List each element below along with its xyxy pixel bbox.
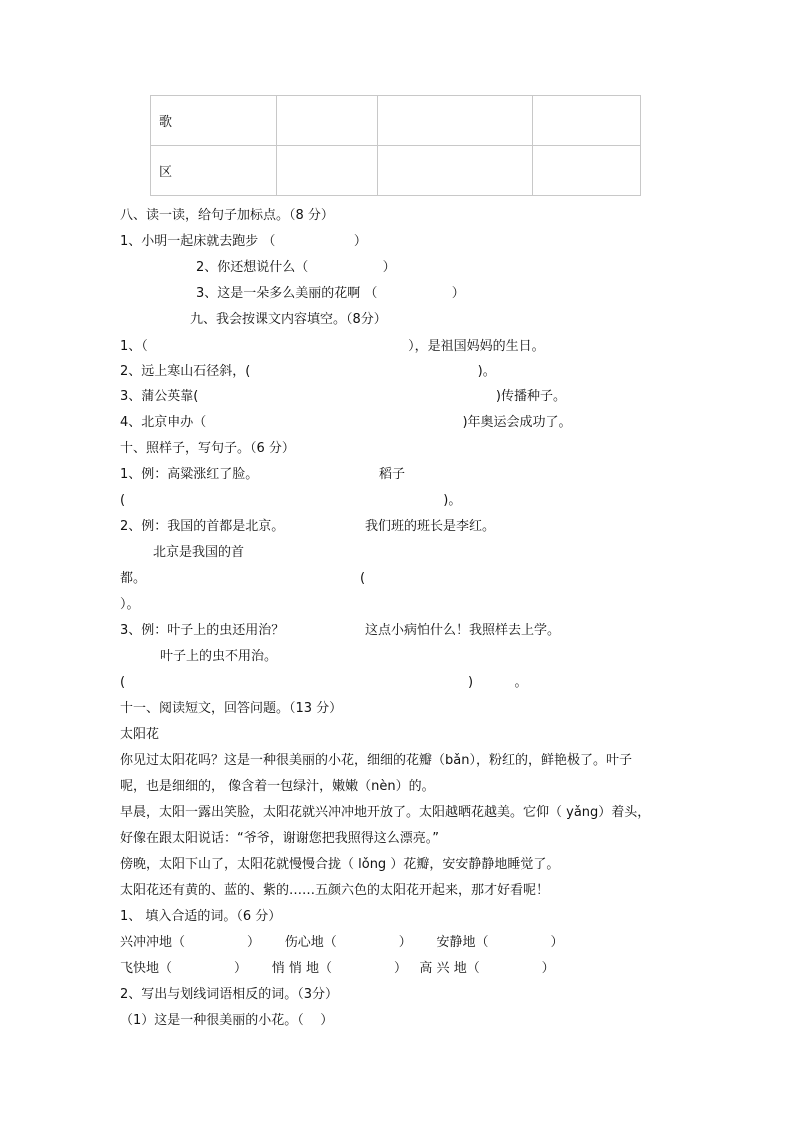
punctuation-question-3: 3、这是一朵多么美丽的花啊 （ ） bbox=[196, 286, 465, 301]
punctuation-question-2: 2、你还想说什么（ ） bbox=[196, 260, 396, 275]
passage-paragraph-2-cont: 好像在跟太阳说话：“爷爷，谢谢您把我照得这么漂亮。” bbox=[120, 831, 439, 846]
table-row bbox=[151, 96, 641, 146]
table-cell-blank[interactable] bbox=[277, 96, 378, 146]
table-cell-blank[interactable] bbox=[378, 96, 533, 146]
passage-paragraph-1: 你见过太阳花吗？这是一种很美丽的小花，细细的花瓣（bǎn），粉红的，鲜艳极了。叶子 bbox=[120, 753, 632, 768]
word-fill-row-2: 飞快地（ ） 悄 悄 地（ ） 高 兴 地（ ） bbox=[120, 961, 555, 976]
table-cell-blank[interactable] bbox=[533, 96, 641, 146]
example-3: 3、例：叶子上的虫还用治？ bbox=[120, 623, 285, 638]
example-2-answer-end: 都。 bbox=[120, 571, 147, 586]
passage-paragraph-4: 太阳花还有黄的、蓝的、紫的……五颜六色的太阳花开起来，那才好看呢！ bbox=[120, 883, 550, 898]
antonym-sentence-1: （1）这是一种很美丽的小花。（ ） bbox=[120, 1013, 334, 1028]
punctuation-question-1: 1、小明一起床就去跑步 （ ） bbox=[120, 234, 367, 249]
table-cell-blank[interactable] bbox=[277, 146, 378, 196]
section-11-title: 十一、阅读短文，回答问题。（13 分） bbox=[120, 701, 343, 716]
example-1: 1、例：高粱涨红了脸。 bbox=[120, 467, 259, 482]
section-9-title: 九、我会按课文内容填空。（8分） bbox=[190, 312, 387, 327]
character-table bbox=[150, 95, 641, 196]
answer-blank-2-open: ( bbox=[360, 571, 366, 586]
table-cell-char: 区 bbox=[151, 146, 277, 196]
fill-question-4: 4、北京申办（ )年奥运会成功了。 bbox=[120, 415, 572, 430]
example-2-prompt: 我们班的班长是李红。 bbox=[365, 519, 496, 534]
reading-question-2: 2、写出与划线词语相反的词。（3分） bbox=[120, 987, 339, 1002]
example-2-answer: 北京是我国的首 bbox=[153, 545, 245, 560]
section-10-title: 十、照样子，写句子。（6 分） bbox=[120, 441, 295, 456]
example-3-prompt: 这点小病怕什么！我照样去上学。 bbox=[365, 623, 561, 638]
answer-blank-3: ( ) 。 bbox=[120, 675, 528, 690]
passage-paragraph-3: 傍晚，太阳下山了，太阳花就慢慢合拢（ lǒng ）花瓣，安安静静地睡觉了。 bbox=[120, 857, 560, 872]
fill-question-1: 1、（ ），是祖国妈妈的生日。 bbox=[120, 339, 545, 354]
example-3-answer: 叶子上的虫不用治。 bbox=[160, 649, 278, 664]
passage-heading: 太阳花 bbox=[120, 727, 160, 742]
table-cell-blank[interactable] bbox=[533, 146, 641, 196]
reading-question-1: 1、 填入合适的词。（6 分） bbox=[120, 909, 282, 924]
example-2: 2、例：我国的首都是北京。 bbox=[120, 519, 285, 534]
answer-blank-2-close: ）。 bbox=[120, 597, 140, 612]
passage-paragraph-1-cont: 呢，也是细细的， 像含着一包绿汁，嫩嫩（nèn）的。 bbox=[120, 779, 435, 794]
table-cell-blank[interactable] bbox=[378, 146, 533, 196]
passage-paragraph-2: 早晨，太阳一露出笑脸，太阳花就兴冲冲地开放了。太阳越晒花越美。它仰（ yǎng）着头， bbox=[120, 805, 651, 820]
table-row bbox=[151, 146, 641, 196]
fill-question-2: 2、远上寒山石径斜，( )。 bbox=[120, 364, 496, 379]
example-1-prompt: 稻子 bbox=[379, 467, 406, 482]
fill-question-3: 3、蒲公英靠( )传播种子。 bbox=[120, 389, 566, 404]
answer-blank-1: ( )。 bbox=[120, 493, 462, 508]
table-cell-char: 歌 bbox=[151, 96, 277, 146]
word-fill-row-1: 兴冲冲地（ ） 伤心地（ ） 安静地（ ） bbox=[120, 935, 564, 950]
section-8-title: 八、读一读，给句子加标点。（8 分） bbox=[120, 208, 334, 223]
